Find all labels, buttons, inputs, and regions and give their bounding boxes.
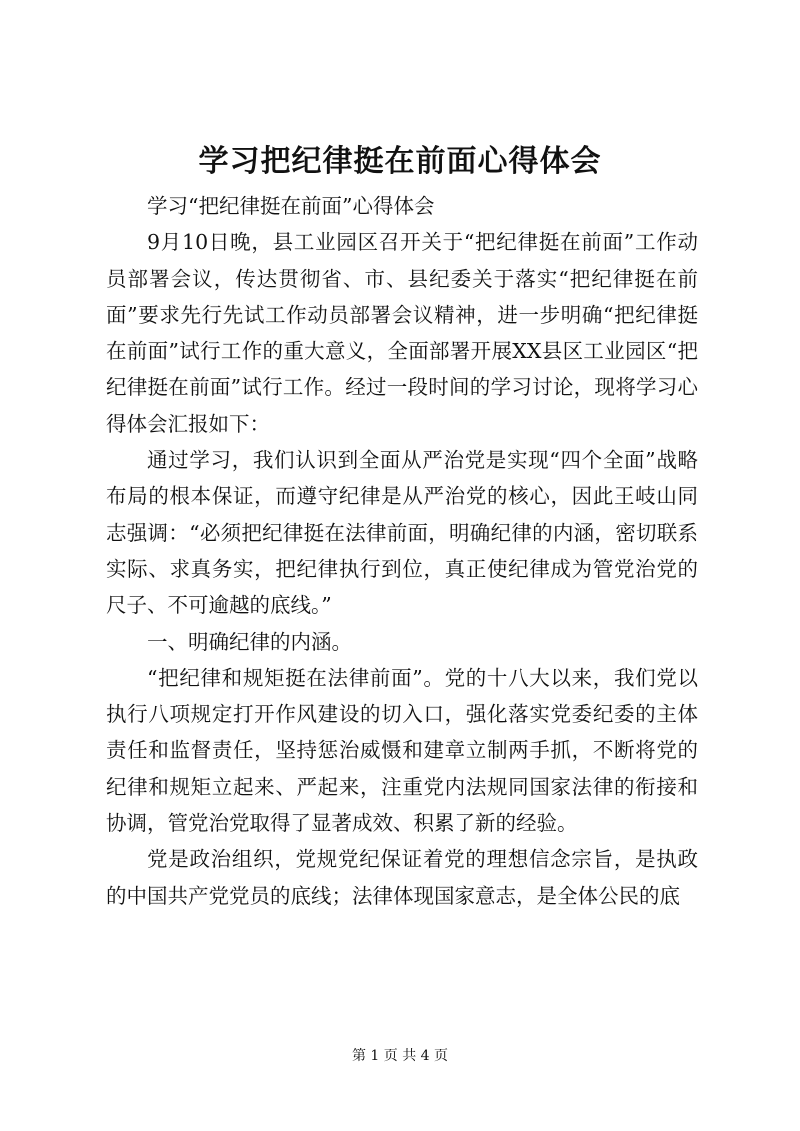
paragraph: “把纪律和规矩挺在法律前面”。党的十八大以来，我们党以执行八项规定打开作风建设的切入口，强化落实党委纪委的主体责任和监督责任，坚持惩治威慑和建章立制两手抓，不断将党的纪律和规矩立起来、严起来，注重党内法规同国家法律的衔接和协调，管党治党取得了显著成效、积累了新的经验。 (106, 665, 698, 836)
document-title: 学习把纪律挺在前面心得体会 (198, 144, 602, 179)
document-body (106, 188, 698, 914)
paragraph-subtitle: 学习“把纪律挺在前面”心得体会 (147, 194, 435, 218)
section-heading: 一、明确纪律的内涵。 (147, 629, 352, 654)
paragraph: 9月10日晚，县工业园区召开关于“把纪律挺在前面”工作动员部署会议，传达贯彻省、市、县纪委关于落实“把纪律挺在前面”要求先行先试工作动员部署会议精神，进一步明确“把纪律挺在前面”试行工作的重大意义，全面部署开展XX县区工业园区“把纪律挺在前面”试行工作。经过一段时间的学习讨论，现将学习心得体会汇报如下： (106, 230, 698, 436)
paragraph: 通过学习，我们认识到全面从严治党是实现“四个全面”战略布局的根本保证，而遵守纪律是从严治党的核心，因此王岐山同志强调：“必须把纪律挺在法律前面，明确纪律的内涵，密切联系实际、求真务实，把纪律执行到位，真正使纪律成为管党治党的尺子、不可逾越的底线。” (106, 448, 698, 618)
page-footer: 第 1 页 共 4 页 (351, 1048, 449, 1064)
paragraph: 党是政治组织，党规党纪保证着党的理想信念宗旨，是执政的中国共产党党员的底线；法律体现国家意志，是全体公民的底 (106, 847, 698, 908)
